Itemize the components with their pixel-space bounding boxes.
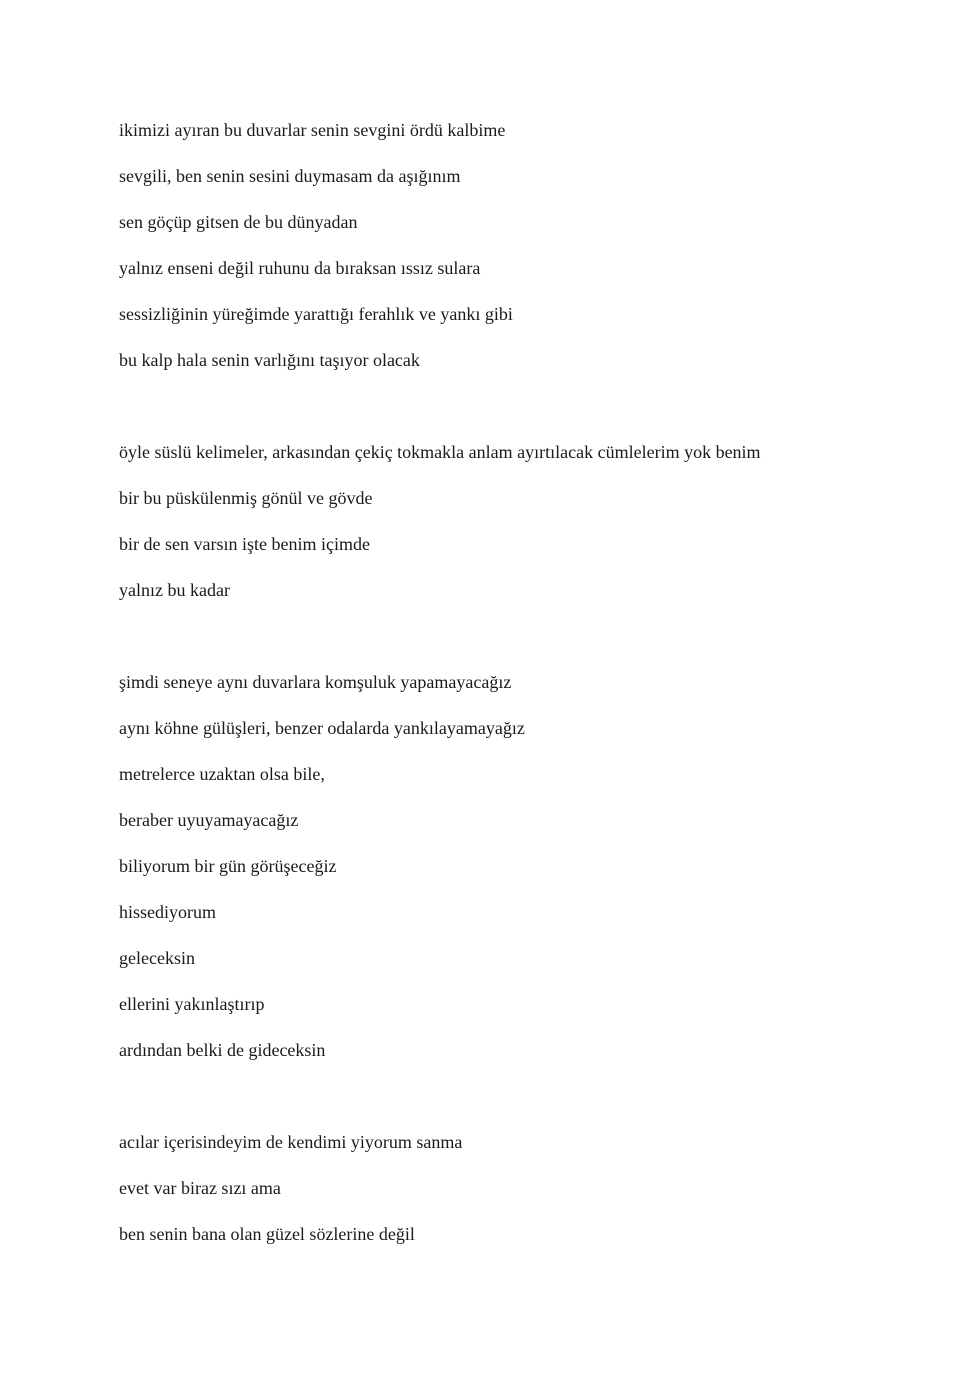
poem-line: ikimizi ayıran bu duvarlar senin sevgini ördü kalbime: [119, 120, 506, 140]
poem-line: acılar içerisindeyim de kendimi yiyorum sanma: [119, 1132, 463, 1152]
stanza-2: [119, 439, 939, 623]
poem-line: aynı köhne gülüşleri, benzer odalarda yankılayamayağız: [119, 718, 525, 738]
poem-line: öyle süslü kelimeler, arkasından çekiç tokmakla anlam ayırtılacak cümlelerim yok benim: [119, 442, 761, 462]
poem-line: sessizliğinin yüreğimde yarattığı ferahlık ve yankı gibi: [119, 304, 513, 324]
poem-line: sevgili, ben senin sesini duymasam da aşığınım: [119, 166, 461, 186]
poem-line: bir bu püskülenmiş gönül ve gövde: [119, 488, 373, 508]
poem-line: ben senin bana olan güzel sözlerine değil: [119, 1224, 415, 1244]
poem-line: biliyorum bir gün görüşeceğiz: [119, 856, 337, 876]
poem-line: ardından belki de gideceksin: [119, 1040, 326, 1060]
poem-line: sen göçüp gitsen de bu dünyadan: [119, 212, 358, 232]
poem-line: yalnız enseni değil ruhunu da bıraksan ıssız sulara: [119, 258, 481, 278]
poem-line: yalnız bu kadar: [119, 580, 230, 600]
poem-line: bu kalp hala senin varlığını taşıyor olacak: [119, 350, 420, 370]
poem-line: metrelerce uzaktan olsa bile,: [119, 764, 325, 784]
poem-line: geleceksin: [119, 948, 195, 968]
poem-line: hissediyorum: [119, 902, 216, 922]
poem-body: [119, 117, 939, 1313]
stanza-3: [119, 669, 939, 1083]
poem-line: evet var biraz sızı ama: [119, 1178, 281, 1198]
poem-line: ellerini yakınlaştırıp: [119, 994, 265, 1014]
poem-line: şimdi seneye aynı duvarlara komşuluk yapamayacağız: [119, 672, 512, 692]
poem-line: bir de sen varsın işte benim içimde: [119, 534, 370, 554]
stanza-4: [119, 1129, 939, 1267]
poem-line: beraber uyuyamayacağız: [119, 810, 299, 830]
stanza-1: [119, 117, 939, 393]
